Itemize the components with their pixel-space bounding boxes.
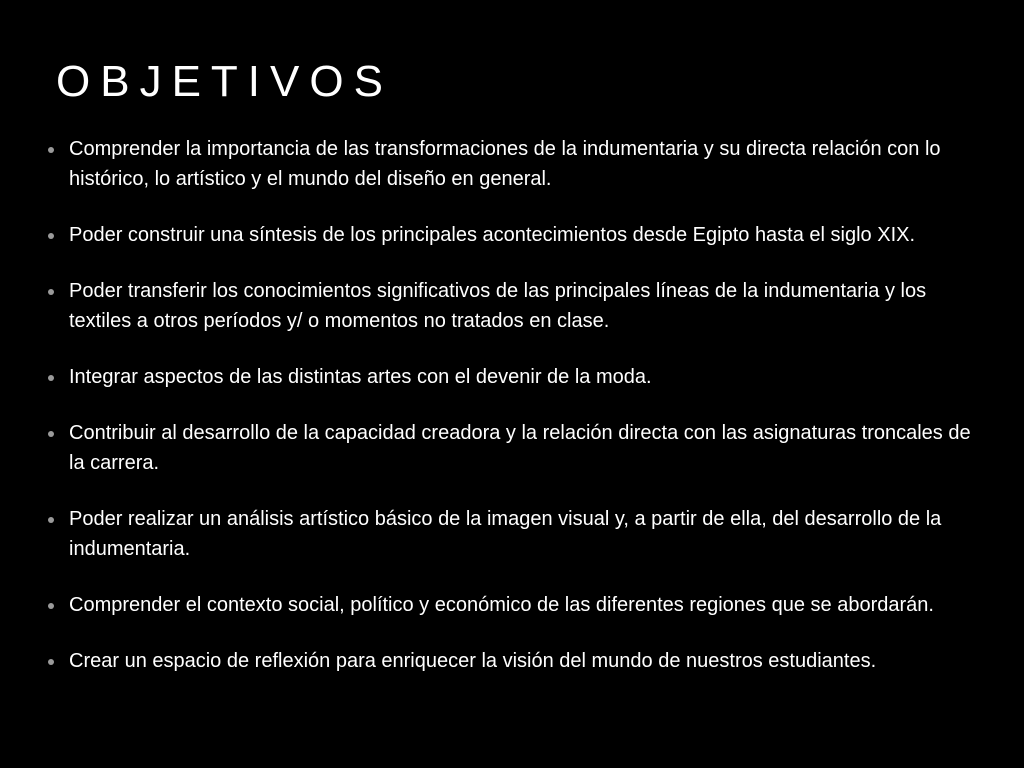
list-item <box>48 134 988 194</box>
list-item-text: Comprender el contexto social, político y económico de las diferentes regiones que se abordarán. <box>69 594 934 616</box>
list-item <box>48 418 988 478</box>
list-item-text: Comprender la importancia de las transformaciones de la indumentaria y su directa relación con lo histórico, lo artístico y el mundo del diseño en general. <box>69 138 941 190</box>
bullet-dot-icon <box>48 603 54 609</box>
list-item <box>48 276 988 336</box>
objectives-list <box>48 134 988 702</box>
slide-title: OBJETIVOS <box>56 57 393 106</box>
list-item-text: Poder transferir los conocimientos significativos de las principales líneas de la indumentaria y los textiles a otros períodos y/ o momentos no tratados en clase. <box>69 280 927 332</box>
list-item-text: Contribuir al desarrollo de la capacidad creadora y la relación directa con las asignaturas troncales de la carrera. <box>69 422 971 474</box>
bullet-dot-icon <box>48 147 54 153</box>
bullet-dot-icon <box>48 517 54 523</box>
list-item <box>48 504 988 564</box>
list-item <box>48 220 988 250</box>
bullet-dot-icon <box>48 431 54 437</box>
list-item <box>48 362 988 392</box>
list-item-text: Crear un espacio de reflexión para enriquecer la visión del mundo de nuestros estudiantes. <box>69 650 877 672</box>
bullet-dot-icon <box>48 659 54 665</box>
bullet-dot-icon <box>48 375 54 381</box>
list-item <box>48 590 988 620</box>
list-item-text: Poder realizar un análisis artístico básico de la imagen visual y, a partir de ella, del desarrollo de la indumentaria. <box>69 508 942 560</box>
list-item <box>48 646 988 676</box>
list-item-text: Integrar aspectos de las distintas artes con el devenir de la moda. <box>69 366 652 388</box>
bullet-dot-icon <box>48 233 54 239</box>
list-item-text: Poder construir una síntesis de los principales acontecimientos desde Egipto hasta el siglo XIX. <box>69 224 916 246</box>
bullet-dot-icon <box>48 289 54 295</box>
